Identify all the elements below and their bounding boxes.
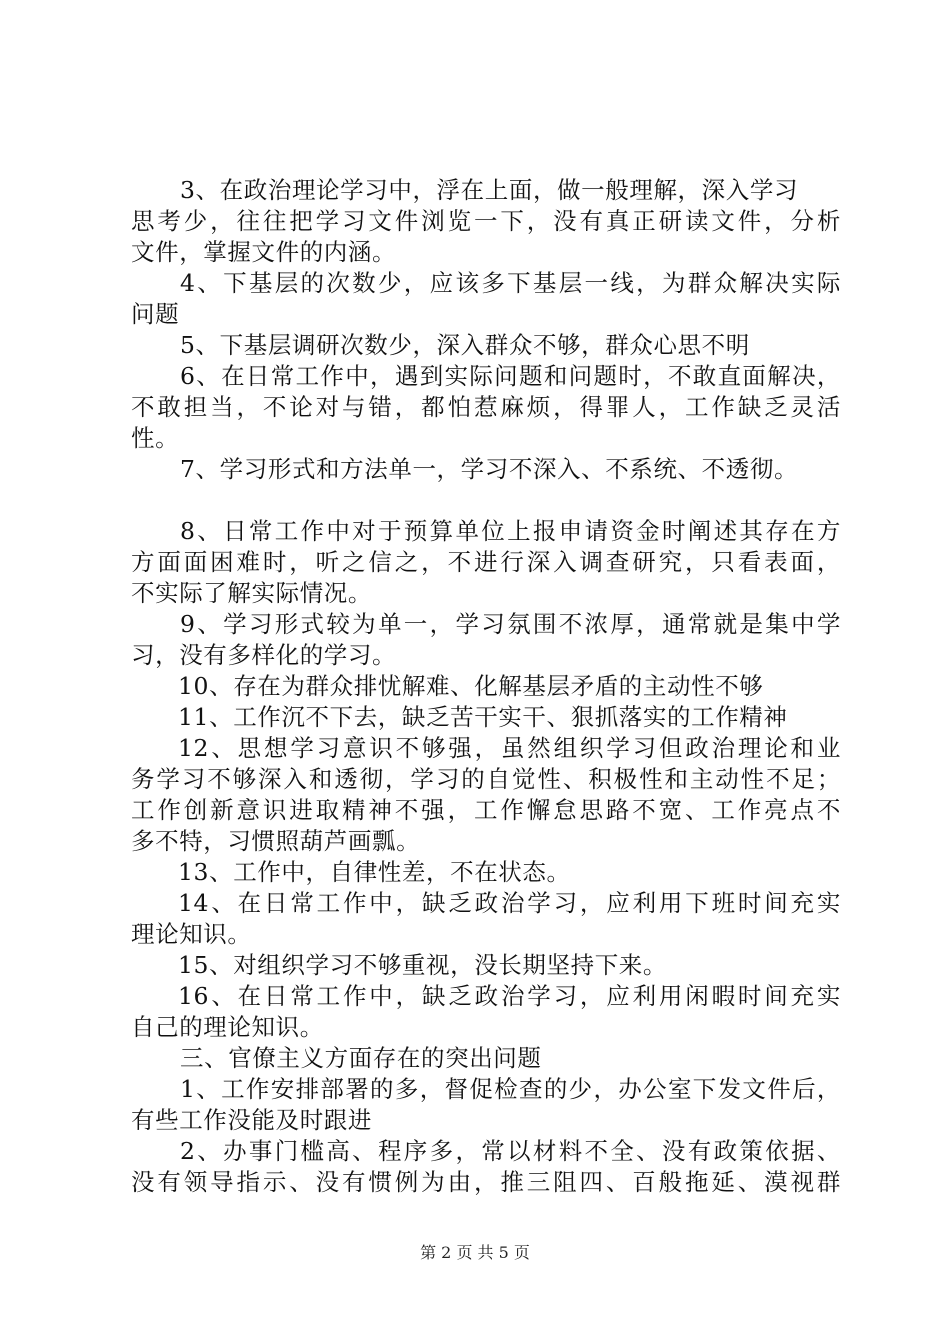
- paragraph-16-line-1: 16、在日常工作中，缺乏政治学习，应利用闲暇时间充实: [178, 982, 841, 1010]
- paragraph-3-line-3: 文件，掌握文件的内涵。: [131, 238, 397, 266]
- paragraph-gap: [131, 485, 841, 516]
- paragraph-10-line-1: 10、存在为群众排忧解难、化解基层矛盾的主动性不够: [178, 672, 764, 700]
- paragraph-15-line-1: 15、对组织学习不够重视，没长期坚持下来。: [178, 951, 668, 979]
- paragraph-3-line-2: 思考少，往往把学习文件浏览一下，没有真正研读文件，分析: [131, 207, 841, 235]
- paragraph-7-line-1: 7、学习形式和方法单一，学习不深入、不系统、不透彻。: [180, 455, 799, 483]
- paragraph-6-line-1: 6、在日常工作中，遇到实际问题和问题时，不敢直面解决，: [180, 362, 841, 390]
- document-body: [131, 175, 841, 1198]
- paragraph-11-line-1: 11、工作沉不下去，缺乏苦干实干、狠抓落实的工作精神: [178, 703, 788, 731]
- paragraph-6-line-3: 性。: [131, 424, 180, 452]
- paragraph-3-line-1: 3、在政治理论学习中，浮在上面，做一般理解，深入学习: [180, 176, 799, 204]
- section3-item-1-line-1: 1、工作安排部署的多，督促检查的少，办公室下发文件后，: [180, 1075, 841, 1103]
- paragraph-5-line-1: 5、下基层调研次数少，深入群众不够，群众心思不明: [180, 331, 750, 359]
- paragraph-8-line-1: 8、日常工作中对于预算单位上报申请资金时阐述其存在方: [180, 517, 841, 545]
- paragraph-4-line-1: 4、下基层的次数少，应该多下基层一线，为群众解决实际: [180, 269, 841, 297]
- section3-item-2-line-1: 2、办事门槛高、程序多，常以材料不全、没有政策依据、: [180, 1137, 841, 1165]
- section3-item-2-line-2: 没有领导指示、没有惯例为由，推三阻四、百般拖延、漠视群: [131, 1168, 841, 1196]
- paragraph-14-line-2: 理论知识。: [131, 920, 252, 948]
- paragraph-12-line-4: 多不特，习惯照葫芦画瓢。: [131, 827, 421, 855]
- paragraph-8-line-2: 方面面困难时，听之信之，不进行深入调查研究，只看表面，: [131, 548, 841, 576]
- paragraph-16-line-2: 自己的理论知识。: [131, 1013, 324, 1041]
- paragraph-9-line-1: 9、学习形式较为单一，学习氛围不浓厚，通常就是集中学: [180, 610, 841, 638]
- paragraph-12-line-3: 工作创新意识进取精神不强，工作懈怠思路不宽、工作亮点不: [131, 796, 841, 824]
- paragraph-12-line-1: 12、思想学习意识不够强，虽然组织学习但政治理论和业: [178, 734, 841, 762]
- section3-item-1-line-2: 有些工作没能及时跟进: [131, 1106, 372, 1134]
- paragraph-4-line-2: 问题: [131, 300, 180, 328]
- page-number-footer: 第 2 页 共 5 页: [420, 1243, 530, 1262]
- paragraph-13-line-1: 13、工作中，自律性差，不在状态。: [178, 858, 571, 886]
- paragraph-8-line-3: 不实际了解实际情况。: [131, 579, 372, 607]
- section-heading: 三、官僚主义方面存在的突出问题: [180, 1044, 542, 1072]
- paragraph-12-line-2: 务学习不够深入和透彻，学习的自觉性、积极性和主动性不足；: [131, 765, 841, 793]
- paragraph-9-line-2: 习，没有多样化的学习。: [131, 641, 397, 669]
- paragraph-6-line-2: 不敢担当，不论对与错，都怕惹麻烦，得罪人，工作缺乏灵活: [131, 393, 841, 421]
- paragraph-14-line-1: 14、在日常工作中，缺乏政治学习，应利用下班时间充实: [178, 889, 841, 917]
